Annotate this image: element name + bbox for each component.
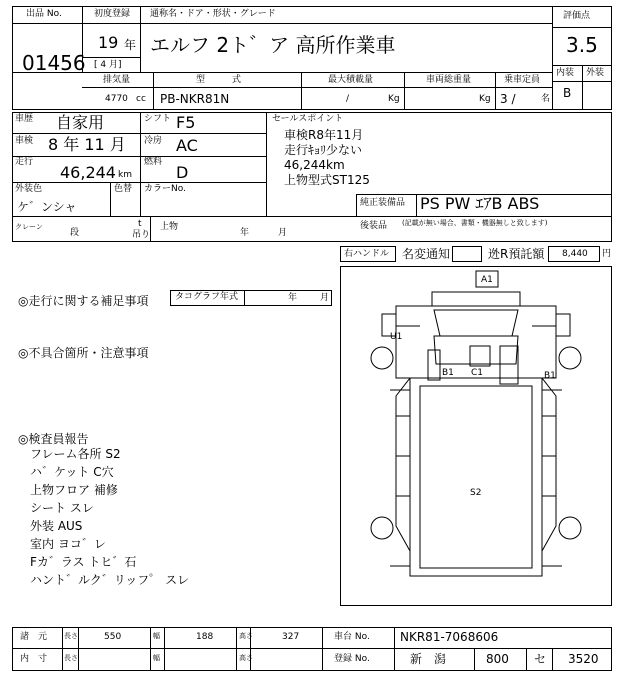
dims-label: 諸 元 — [20, 632, 48, 642]
interior-label: 内装 — [556, 68, 575, 78]
capacity-value: 3 / — [500, 92, 516, 106]
fuel-value: D — [176, 163, 189, 182]
first-reg-month: [ 4 月] — [94, 60, 122, 70]
crane-step: 段 — [70, 228, 80, 238]
inspector-line-2: ハ゛ケット C穴 — [30, 465, 114, 479]
sales-point-line-1: 車検R8年11月 — [284, 128, 364, 142]
mark-u1: U1 — [390, 332, 403, 342]
first-reg-label: 初度登録 — [94, 9, 131, 19]
mark-b1-right: B1 — [544, 371, 556, 381]
history-label: 車歴 — [15, 114, 34, 124]
name-label: 通称名・ドア・形状・グレード — [150, 9, 276, 19]
mileage-label: 走行 — [15, 157, 34, 167]
truck-diagram — [340, 266, 612, 606]
crane-label: クレーン — [15, 223, 43, 231]
first-reg-year: 19 — [98, 33, 119, 52]
chassis-label: 車台 No. — [334, 632, 370, 642]
inspector-line-7: Fカ゛ラス トヒ゛石 — [30, 555, 137, 569]
capacity-unit: 名 — [541, 94, 551, 104]
reg-number: 3520 — [568, 652, 599, 666]
name-change-box — [452, 246, 482, 262]
width-label: 幅 — [153, 632, 160, 640]
fuel-label: 燃料 — [144, 157, 163, 167]
reg-label: 登録 No. — [334, 654, 370, 664]
year-unit: 年 — [124, 38, 137, 52]
recall-label: 迯 — [488, 247, 501, 261]
r-deadline-value: 8,440 — [562, 249, 588, 259]
mark-a1: A1 — [481, 275, 493, 285]
mileage-value: 46,244 — [60, 163, 116, 182]
r-deadline-label: R預託額 — [500, 247, 545, 261]
yen-unit: 円 — [602, 249, 612, 259]
length-label: 長さ — [64, 632, 78, 640]
inspector-line-5: 外装 AUS — [30, 519, 83, 533]
color-value: ケ゛ンシャ — [17, 200, 77, 214]
width-value: 188 — [196, 632, 214, 642]
inspector-line-6: 室内 ヨコ゛レ — [30, 537, 106, 551]
model-value: PB-NKR81N — [160, 92, 230, 106]
inner-height-label: 高さ — [239, 654, 253, 662]
name-change-label: 名変通知 — [402, 247, 451, 261]
mark-b1-left: B1 — [442, 368, 454, 378]
reg-class: 800 — [486, 652, 509, 666]
capacity-label: 乗車定員 — [504, 75, 541, 85]
inspection-label: 車検 — [15, 136, 34, 146]
driving-notes-label: ◎走行に関する補足事項 — [18, 294, 149, 308]
sales-point-label: セールスポイント — [272, 114, 344, 124]
lot-label: 出品 No. — [26, 9, 62, 19]
body-month: 月 — [278, 228, 288, 238]
inspection-value: 8 年 11 月 — [48, 135, 126, 154]
inner-length-label: 長さ — [64, 654, 78, 662]
reg-kana: セ — [534, 652, 547, 666]
inspector-line-3: 上物フロア 補修 — [30, 483, 118, 497]
crane-hang: 吊り — [132, 230, 151, 240]
displacement-unit: cc — [136, 94, 146, 104]
displacement-value: 4770 — [105, 94, 128, 104]
gross-weight-unit: Kg — [479, 94, 491, 104]
height-label: 高さ — [239, 632, 253, 640]
inspector-line-1: フレーム各所 S2 — [30, 447, 121, 461]
grade-label: 評価点 — [563, 11, 591, 21]
color-no-label: 色替 — [114, 184, 133, 194]
mark-c1: C1 — [471, 368, 484, 378]
max-load-value: / — [346, 94, 350, 104]
history-value: 自家用 — [56, 113, 105, 132]
chassis-value: NKR81-7068606 — [400, 630, 499, 644]
mark-s2: S2 — [470, 488, 482, 498]
max-load-unit: Kg — [388, 94, 400, 104]
interior-grade: B — [563, 86, 572, 100]
displacement-label: 排気量 — [103, 75, 131, 85]
inspector-line-4: シート スレ — [30, 501, 94, 515]
equipment-label: 純正装備品 — [360, 198, 406, 208]
sales-point-line-2: 走行ｷｮﾘ少ない — [284, 143, 363, 157]
equipment-value: PS PW ｴｱB ABS — [420, 194, 540, 213]
shift-value: F5 — [176, 113, 196, 132]
inner-dims-label: 内 寸 — [20, 654, 48, 664]
inspector-line-8: ハント゛ルク゛リッフ゜ スレ — [30, 573, 190, 587]
aftermarket-note: (記載が無い場合、書類・機器無しと致します) — [402, 219, 548, 227]
shift-label: シフト — [144, 114, 172, 124]
car-name: エルフ 2ト゛ア 高所作業車 — [150, 33, 396, 57]
gross-weight-label: 車両総重量 — [426, 75, 472, 85]
ac-value: AC — [176, 136, 198, 155]
exterior-label: 外装 — [586, 68, 605, 78]
sales-point-line-4: 上物型式ST125 — [284, 173, 370, 187]
crane-t: t — [138, 219, 142, 229]
defects-label: ◎不具合箇所・注意事項 — [18, 346, 149, 360]
lot-number: 01456 — [22, 51, 86, 75]
header-block — [12, 6, 612, 110]
color-code-label: カラーNo. — [144, 184, 186, 194]
inspector-label: ◎検査員報告 — [18, 432, 89, 446]
color-label: 外装色 — [15, 184, 43, 194]
sales-point-line-3: 46,244km — [284, 158, 345, 172]
tacho-year: 年 — [288, 293, 298, 303]
body-label: 上物 — [160, 222, 179, 232]
ac-label: 冷房 — [144, 136, 163, 146]
height-value: 327 — [282, 632, 300, 642]
model-label: 型 式 — [196, 75, 242, 85]
reg-area: 新 潟 — [410, 652, 447, 666]
grade-value: 3.5 — [566, 33, 598, 57]
mileage-unit: km — [118, 170, 132, 180]
aftermarket-label: 後装品 — [360, 221, 388, 231]
inner-width-label: 幅 — [153, 654, 160, 662]
tacho-label: タコグラフ年式 — [175, 292, 239, 302]
length-value: 550 — [104, 632, 122, 642]
tacho-month: 月 — [320, 293, 330, 303]
body-year: 年 — [240, 228, 250, 238]
max-load-label: 最大積載量 — [328, 75, 374, 85]
steering-value: 右ハンドル — [344, 249, 390, 259]
footer-block — [12, 627, 612, 671]
